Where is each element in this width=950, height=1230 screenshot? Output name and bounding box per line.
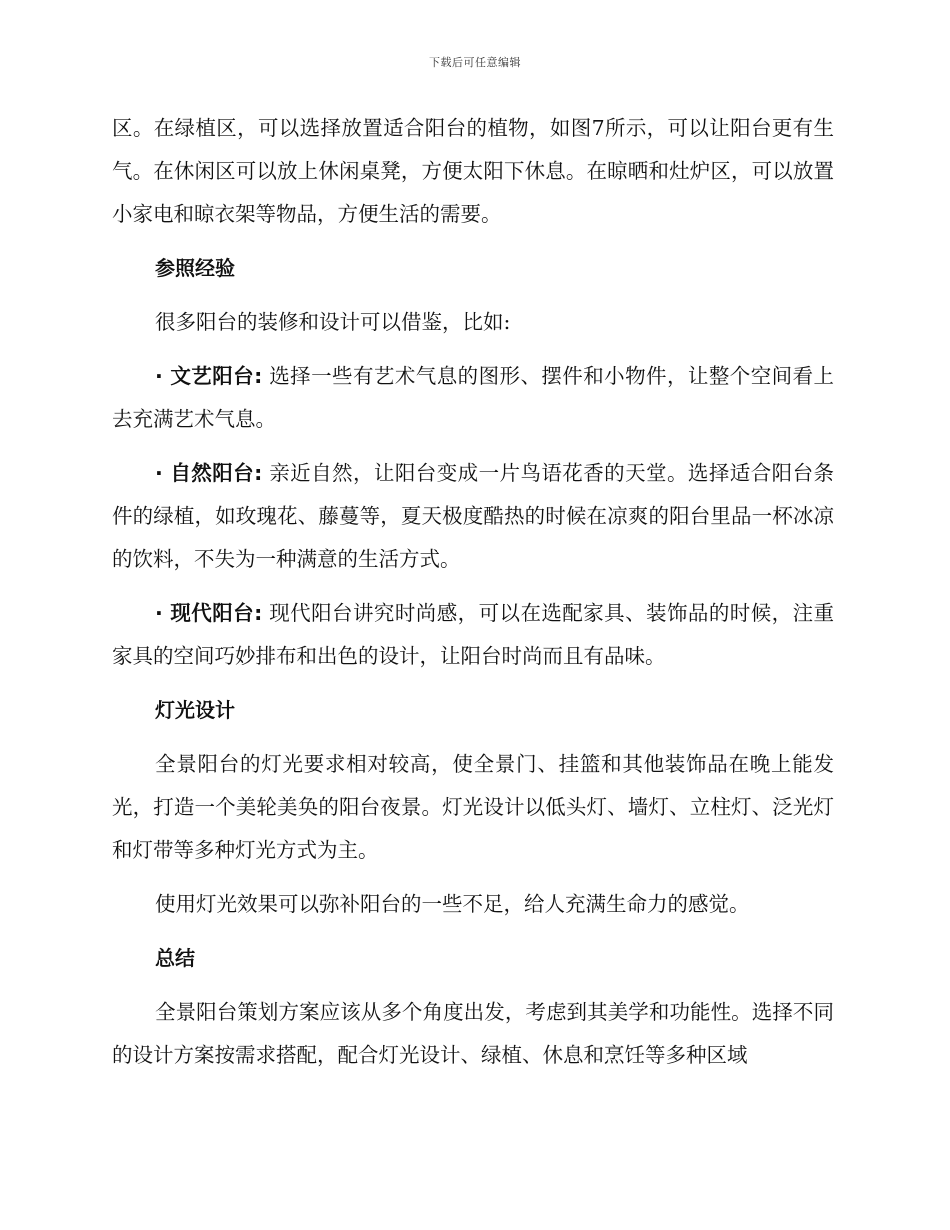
heading-lighting-design: 灯光设计 xyxy=(155,698,235,722)
bullet-natural-balcony xyxy=(112,452,834,581)
bullet-natural-balcony-label: · 自然阳台: xyxy=(155,461,263,485)
bullet-artistic-balcony-text: 选择一些有艺术气息的图形、摆件和小物件，让整个空间看上去充满艺术气息。 xyxy=(112,364,835,431)
bullet-artistic-balcony-label: · 文艺阳台: xyxy=(155,364,263,388)
document-body xyxy=(112,107,834,1088)
paragraph-lighting-requirements: 全景阳台的灯光要求相对较高，使全景门、挂篮和其他装饰品在晚上能发光，打造一个美轮美奂的阳台夜景。灯光设计以低头灯、墙灯、立柱灯、泛光灯和灯带等多种灯光方式为主。 xyxy=(112,752,834,862)
bullet-modern-balcony-text: 现代阳台讲究时尚感，可以在选配家具、装饰品的时候，注重家具的空间巧妙排布和出色的设计，让阳台时尚而且有品味。 xyxy=(112,601,835,668)
page-header: 下载后可任意编辑 xyxy=(429,56,521,69)
bullet-natural-balcony-text: 亲近自然，让阳台变成一片鸟语花香的天堂。选择适合阳台条件的绿植，如玫瑰花、藤蔓等，夏天极度酷热的时候在凉爽的阳台里品一杯冰凉的饮料，不失为一种满意的生活方式。 xyxy=(112,461,835,571)
paragraph-zones-continued: 区。在绿植区，可以选择放置适合阳台的植物，如图7所示，可以让阳台更有生气。在休闲区可以放上休闲桌凳，方便太阳下休息。在晾晒和灶炉区，可以放置小家电和晾衣架等物品，方便生活的需要。 xyxy=(112,116,834,226)
paragraph-reference-intro: 很多阳台的装修和设计可以借鉴，比如: xyxy=(155,310,511,334)
heading-reference-experience: 参照经验 xyxy=(155,256,235,280)
paragraph-summary: 全景阳台策划方案应该从多个角度出发，考虑到其美学和功能性。选择不同的设计方案按需求搭配，配合灯光设计、绿植、休息和烹饪等多种区域 xyxy=(112,1000,834,1067)
bullet-artistic-balcony xyxy=(112,355,834,441)
paragraph-lighting-effect: 使用灯光效果可以弥补阳台的一些不足，给人充满生命力的感觉。 xyxy=(155,892,750,916)
heading-summary: 总结 xyxy=(155,946,195,970)
bullet-modern-balcony-label: · 现代阳台: xyxy=(155,601,263,625)
bullet-modern-balcony xyxy=(112,592,834,678)
